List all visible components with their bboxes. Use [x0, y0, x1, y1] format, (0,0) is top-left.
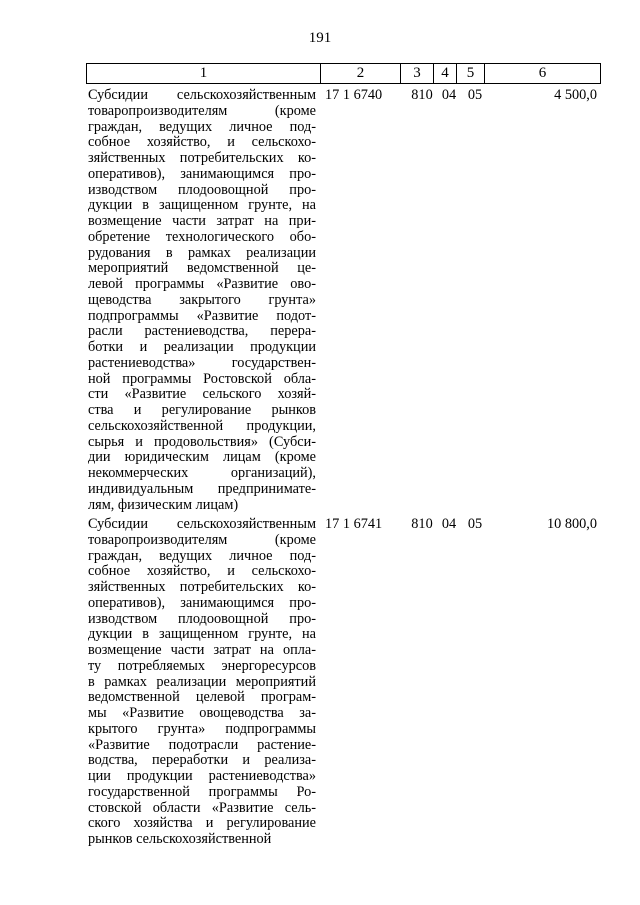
description-line: сти «Развитие сельского хозяй- [88, 386, 316, 403]
description-line: ной программы Ростовской обла- [88, 370, 316, 387]
header-cell-3: 3 [401, 64, 434, 84]
description-line: изводством плодоовощной про- [88, 610, 316, 627]
description-line: рынков сельскохозяйственной [88, 831, 272, 847]
target-article-code: 17 1 6740 [325, 87, 383, 103]
page-number: 191 [308, 30, 332, 46]
description-line: лям, физическим лицам) [88, 496, 239, 513]
description-line: товаропроизводителям (кроме [88, 102, 316, 119]
section-code: 04 [441, 87, 457, 103]
description-line: сельскохозяйственной продукции, [88, 417, 316, 434]
expense-type-code: 810 [411, 516, 433, 532]
description-line: растениеводства» государствен- [88, 354, 316, 371]
description-line: граждан, ведущих личное под- [88, 118, 316, 135]
description-line: ства и регулирование рынков [88, 402, 316, 418]
description-line: «Развитие подотрасли растение- [88, 736, 316, 753]
description-line: товаропроизводителям (кроме [88, 531, 316, 548]
description-line: мы «Развитие овощеводства за- [88, 705, 316, 721]
description-line: оперативов), занимающимся про- [88, 594, 316, 611]
column-header-table [86, 63, 601, 84]
description-line: государственной программы Ро- [88, 783, 316, 800]
header-cell-6: 6 [485, 64, 601, 84]
description-line: расли растениеводства, перера- [88, 323, 316, 340]
description-line: крытого грунта» подпрограммы [88, 720, 316, 737]
header-cell-4: 4 [434, 64, 457, 84]
description-line: рудования в рамках реализации [88, 244, 316, 261]
description-line: водства, переработки и реализа- [88, 752, 316, 769]
target-article-code: 17 1 6741 [325, 516, 383, 532]
description-line: оперативов), занимающимся про- [88, 165, 316, 182]
subsection-code: 05 [467, 87, 483, 103]
description-line: зяйственных потребительских ко- [88, 150, 316, 166]
description-line: возмещение части затрат на при- [88, 213, 316, 229]
header-cell-2: 2 [321, 64, 401, 84]
description-line: изводством плодоовощной про- [88, 181, 316, 198]
amount: 10 800,0 [546, 516, 597, 532]
description-line: ботки и реализации продукции [88, 339, 316, 355]
description-line: обретение технологического обо- [88, 228, 316, 245]
description-line: ведомственной целевой програм- [88, 689, 316, 706]
description-line: возмещение части затрат на опла- [88, 642, 316, 658]
description-line: собное хозяйство, и сельскохо- [88, 134, 316, 151]
description-line: Субсидии сельскохозяйственным [88, 87, 316, 103]
description-line: дукции в защищенном грунте, на [88, 197, 316, 214]
section-code: 04 [441, 516, 457, 532]
description-line: некоммерческих организаций), [88, 465, 316, 481]
subsection-code: 05 [467, 516, 483, 532]
header-cell-5: 5 [457, 64, 485, 84]
header-cell-1: 1 [87, 64, 321, 84]
description-line: сырья и продовольствия» (Субси- [88, 433, 316, 450]
description-line: зяйственных потребительских ко- [88, 579, 316, 595]
description-line: индивидуальным предпринимате- [88, 480, 316, 497]
description-line: щеводства закрытого грунта» [88, 291, 316, 308]
description-line: левой программы «Развитие ово- [88, 276, 316, 292]
description-line: дии юридическим лицам (кроме [88, 449, 316, 466]
description-line: Субсидии сельскохозяйственным [88, 516, 316, 532]
row-description [88, 88, 316, 513]
description-line: подпрограммы «Развитие подот- [88, 307, 316, 324]
description-line: в рамках реализации мероприятий [88, 673, 316, 690]
amount: 4 500,0 [554, 87, 597, 103]
description-line: стовской области «Развитие сель- [88, 799, 316, 816]
description-line: ции продукции растениеводства» [88, 768, 316, 784]
description-line: мероприятий ведомственной це- [88, 260, 316, 277]
description-line: ту потребляемых энергоресурсов [88, 657, 316, 674]
description-line: собное хозяйство, и сельскохо- [88, 563, 316, 580]
expense-type-code: 810 [411, 87, 433, 103]
header-row [87, 64, 601, 84]
description-line: ского хозяйства и регулирование [88, 815, 316, 832]
description-line: граждан, ведущих личное под- [88, 547, 316, 564]
row-description [88, 517, 316, 848]
description-line: дукции в защищенном грунте, на [88, 626, 316, 643]
